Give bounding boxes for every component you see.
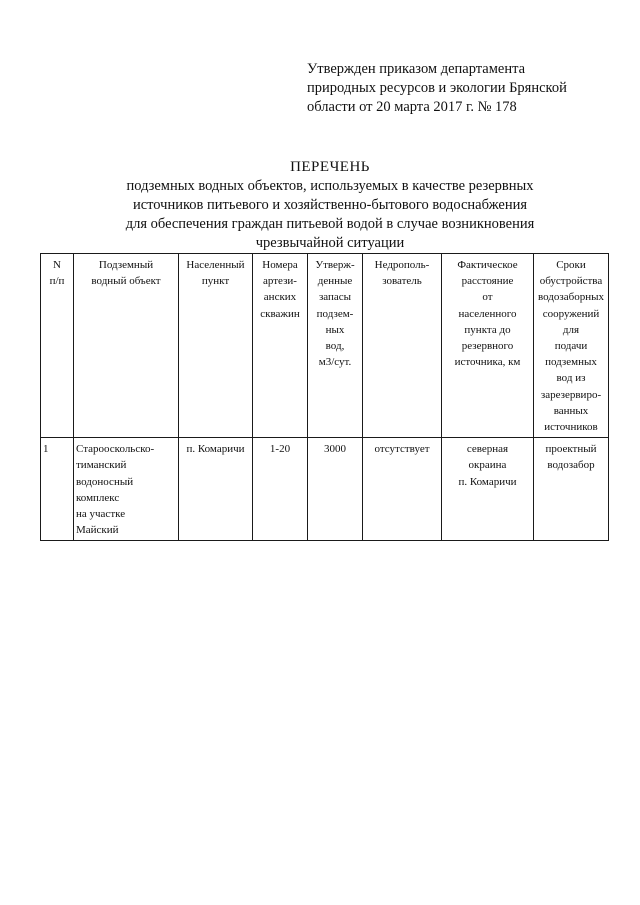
cell-settlement: п. Комаричи: [179, 438, 253, 541]
header-settlement: Населенный пункт: [179, 254, 253, 438]
header-subsoil-user: Недрополь- зователь: [363, 254, 442, 438]
table-row: [41, 438, 609, 541]
table-header-row: [41, 254, 609, 438]
header-well-numbers: Номера артези- анских скважин: [253, 254, 308, 438]
water-sources-table: [40, 253, 609, 541]
cell-distance: северная окраина п. Комаричи: [442, 438, 534, 541]
cell-well-numbers: 1-20: [253, 438, 308, 541]
header-number: N п/п: [41, 254, 74, 438]
approval-note: Утвержден приказом департамента природных ресурсов и экологии Брянской области от 20 марта 2017 г. № 178: [307, 61, 567, 115]
cell-water-object: Старооскольско- тиманский водоносный комплекс на участке Майский: [74, 438, 179, 541]
header-water-object: Подземный водный объект: [74, 254, 179, 438]
header-reserves: Утверж- денные запасы подзем- ных вод, м3/сут.: [308, 254, 363, 438]
header-construction-terms: Сроки обустройства водозаборных сооружений для подачи подземных вод из зарезервиро- ванных источников: [534, 254, 609, 438]
document-heading: [40, 158, 620, 253]
document-subtitle: подземных водных объектов, используемых в качестве резервных источников питьевого и хозяйственно-бытового водоснабжения для обеспечения граждан питьевой водой в случае возникновения чрезвычайной ситуации: [125, 178, 535, 251]
cell-construction-terms: проектный водозабор: [534, 438, 609, 541]
header-distance: Фактическое расстояние от населенного пункта до резервного источника, км: [442, 254, 534, 438]
document-title: ПЕРЕЧЕНЬ: [290, 159, 370, 175]
cell-reserves: 3000: [308, 438, 363, 541]
cell-number: 1: [41, 438, 74, 541]
cell-subsoil-user: отсутствует: [363, 438, 442, 541]
